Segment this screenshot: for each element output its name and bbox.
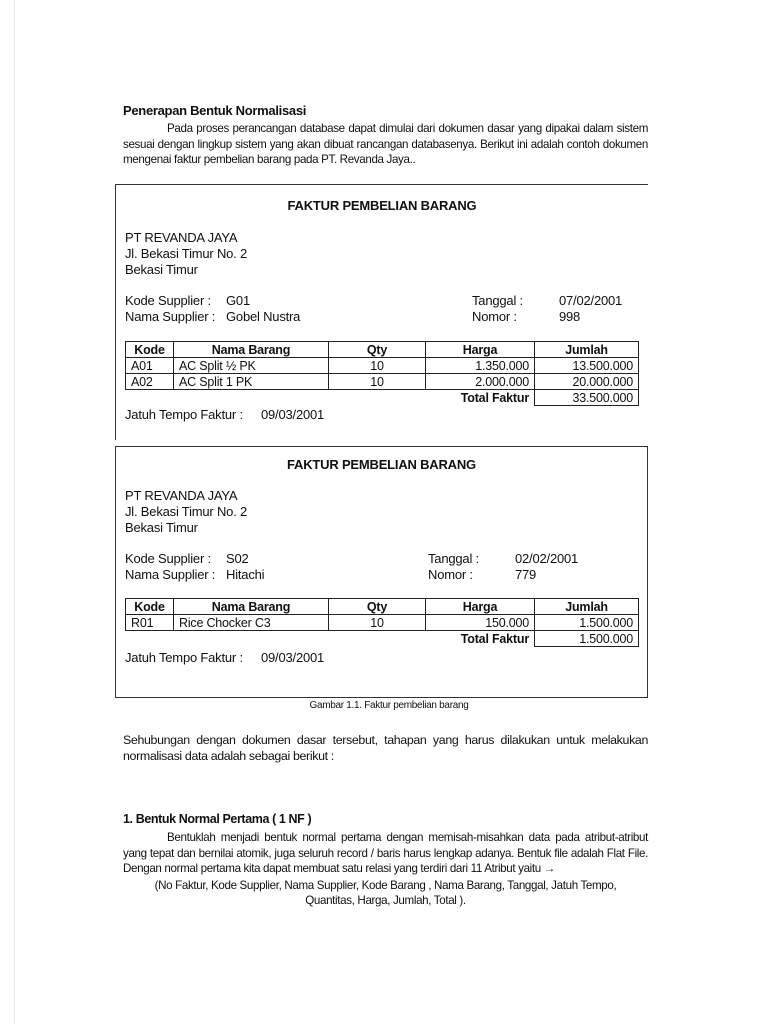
col-nama-barang: Nama Barang bbox=[174, 342, 329, 358]
col-qty: Qty bbox=[329, 342, 426, 358]
attribute-list-line-1: (No Faktur, Kode Supplier, Nama Supplier, Kode Barang , Nama Barang, Tanggal, Jatuh Tempo, bbox=[154, 879, 617, 892]
cell-jumlah: 1.500.000 bbox=[535, 615, 639, 631]
cell-nama: AC Split 1 PK bbox=[174, 374, 329, 390]
section-text: Bentuklah menjadi bentuk normal pertama dengan memisah-misahkan data pada atribut-atribut yang tepat dan bernilai atomik, juga seluruh record / baris harus lengkap adanya. Bentuk file adalah Flat File. Dengan normal pertama kita dapat membuat satu relasi yang terdiri dari 11 Atribut yaitu → bbox=[123, 831, 648, 875]
total-value: 1.500.000 bbox=[535, 631, 639, 647]
cell-qty: 10 bbox=[329, 374, 426, 390]
invoice-number: 998 bbox=[559, 309, 581, 324]
due-date-label: Jatuh Tempo Faktur : bbox=[125, 650, 243, 665]
section-heading: 1. Bentuk Normal Pertama ( 1 NF ) bbox=[123, 812, 312, 826]
section-paragraph bbox=[123, 830, 648, 877]
due-date-label: Jatuh Tempo Faktur : bbox=[125, 407, 243, 422]
date-label: Tanggal : bbox=[428, 551, 479, 566]
table-header-row bbox=[126, 342, 639, 358]
table-row bbox=[126, 358, 639, 374]
col-jumlah: Jumlah bbox=[535, 599, 639, 615]
cell-nama: AC Split ½ PK bbox=[174, 358, 329, 374]
table-header-row bbox=[126, 599, 639, 615]
cell-jumlah: 13.500.000 bbox=[535, 358, 639, 374]
company-address-1: Jl. Bekasi Timur No. 2 bbox=[125, 246, 248, 261]
cell-nama: Rice Chocker C3 bbox=[174, 615, 329, 631]
items-table bbox=[125, 598, 639, 647]
cell-qty: 10 bbox=[329, 358, 426, 374]
total-label: Total Faktur bbox=[126, 631, 535, 647]
cell-harga: 1.350.000 bbox=[426, 358, 535, 374]
total-label: Total Faktur bbox=[126, 390, 535, 406]
invoice-1 bbox=[115, 184, 648, 440]
page-heading: Penerapan Bentuk Normalisasi bbox=[123, 103, 307, 118]
supplier-code-label: Kode Supplier : bbox=[125, 293, 211, 308]
page-margin-line bbox=[14, 0, 15, 1024]
invoice-number: 779 bbox=[515, 567, 537, 582]
supplier-name: Hitachi bbox=[226, 567, 265, 582]
supplier-name-label: Nama Supplier : bbox=[125, 567, 216, 582]
supplier-name-label: Nama Supplier : bbox=[125, 309, 216, 324]
number-label: Nomor : bbox=[428, 567, 473, 582]
company-address-2: Bekasi Timur bbox=[125, 520, 198, 535]
col-qty: Qty bbox=[329, 599, 426, 615]
figure-caption: Gambar 1.1. Faktur pembelian barang bbox=[309, 700, 469, 711]
due-date: 09/03/2001 bbox=[261, 407, 325, 422]
invoice-2 bbox=[115, 446, 648, 698]
col-kode: Kode bbox=[126, 342, 174, 358]
table-row bbox=[126, 374, 639, 390]
cell-qty: 10 bbox=[329, 615, 426, 631]
col-harga: Harga bbox=[426, 599, 535, 615]
cell-kode: A01 bbox=[126, 358, 174, 374]
cell-jumlah: 20.000.000 bbox=[535, 374, 639, 390]
invoice-date: 02/02/2001 bbox=[515, 551, 579, 566]
total-value: 33.500.000 bbox=[535, 390, 639, 406]
company-address-2: Bekasi Timur bbox=[125, 262, 198, 277]
attribute-list-line-2: Quantitas, Harga, Jumlah, Total ). bbox=[305, 894, 466, 907]
invoice-title: FAKTUR PEMBELIAN BARANG bbox=[287, 198, 477, 213]
col-nama-barang: Nama Barang bbox=[174, 599, 329, 615]
number-label: Nomor : bbox=[472, 309, 517, 324]
col-harga: Harga bbox=[426, 342, 535, 358]
supplier-name: Gobel Nustra bbox=[226, 309, 301, 324]
supplier-code-label: Kode Supplier : bbox=[125, 551, 211, 566]
intro-text: Pada proses perancangan database dapat dimulai dari dokumen dasar yang dipakai dalam sistem sesuai dengan lingkup sistem yang akan dibuat rancangan databasenya. Berikut ini adalah contoh dokumen mengenai faktur pembelian barang pada PT. Revanda Jaya.. bbox=[123, 122, 648, 166]
cell-kode: A02 bbox=[126, 374, 174, 390]
company-name: PT REVANDA JAYA bbox=[125, 230, 238, 245]
cell-harga: 150.000 bbox=[426, 615, 535, 631]
intro-paragraph bbox=[123, 121, 648, 168]
items-table bbox=[125, 341, 639, 406]
company-address-1: Jl. Bekasi Timur No. 2 bbox=[125, 504, 248, 519]
due-date: 09/03/2001 bbox=[261, 650, 325, 665]
transition-paragraph: Sehubungan dengan dokumen dasar tersebut, tahapan yang harus dilakukan untuk melakukan normalisasi data adalah sebagai berikut : bbox=[123, 733, 648, 763]
cell-harga: 2.000.000 bbox=[426, 374, 535, 390]
supplier-code: S02 bbox=[226, 551, 249, 566]
table-row bbox=[126, 615, 639, 631]
col-kode: Kode bbox=[126, 599, 174, 615]
company-name: PT REVANDA JAYA bbox=[125, 488, 238, 503]
invoice-title: FAKTUR PEMBELIAN BARANG bbox=[287, 457, 476, 472]
date-label: Tanggal : bbox=[472, 293, 523, 308]
invoice-date: 07/02/2001 bbox=[559, 293, 623, 308]
total-row bbox=[126, 631, 639, 647]
col-jumlah: Jumlah bbox=[535, 342, 639, 358]
supplier-code: G01 bbox=[226, 293, 250, 308]
total-row bbox=[126, 390, 639, 406]
cell-kode: R01 bbox=[126, 615, 174, 631]
